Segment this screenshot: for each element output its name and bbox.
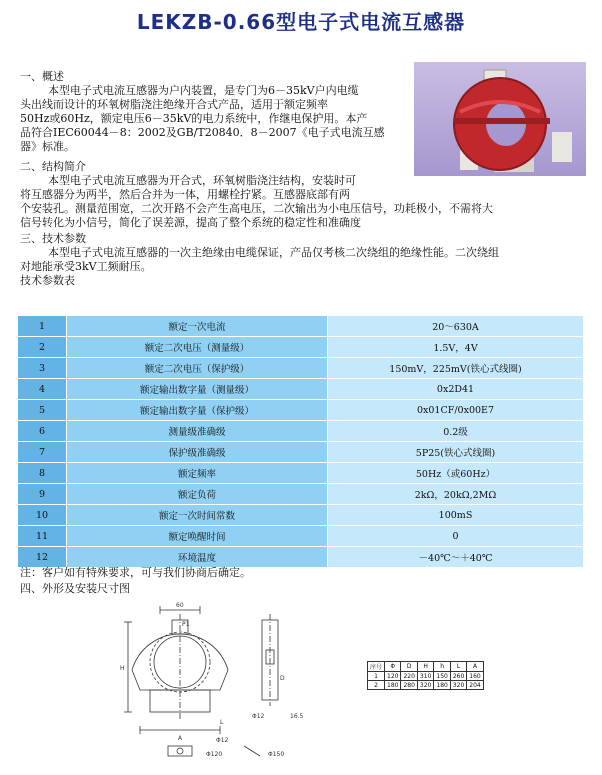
spec-row-number: 8 [18,463,67,484]
dimension-cell: 160 [467,672,483,681]
spec-row-name: 额定二次电压（保护级） [67,358,328,379]
spec-row-value: 20～630A [328,316,584,337]
spec-row [18,337,584,358]
spec-row-number: 2 [18,337,67,358]
dim-depth-label: 16.5 [290,713,304,720]
product-photo [414,62,586,176]
dim-width-label: 60 [176,602,184,609]
spec-row-value: 5P25(铁心式线圈) [328,442,584,463]
spec-row [18,463,584,484]
spec-row-name: 额定二次电压（测量级） [67,337,328,358]
spec-row-number: 11 [18,526,67,547]
dimension-cell: 220 [401,672,417,681]
table-title: 技术参数表 [20,274,75,287]
dim-dia-a-label: Φ120 [206,751,223,758]
spec-row [18,526,584,547]
section-heading-overview: 一、概述 [20,70,64,83]
spec-row-name: 额定输出数字量（保护级） [67,400,328,421]
technical-line: 对地能承受3kV工频耐压。 [20,260,152,273]
dimension-cell: 310 [417,672,433,681]
dimension-cell: 120 [385,672,401,681]
dimension-header-cell: H [417,662,433,672]
structure-text [20,174,590,230]
section-heading-structure: 二、结构简介 [20,160,86,173]
spec-row-value: 150mV，225mV(铁心式线圈) [328,358,584,379]
dimension-cell: 1 [368,672,385,681]
spec-row-name: 额定频率 [67,463,328,484]
dimension-header-cell: h [434,662,450,672]
overview-text [20,84,412,154]
spec-row [18,316,584,337]
dimension-header-row [368,662,484,672]
dim-bolt-label: Φ12 [252,713,265,720]
spec-row-name: 环境温度 [67,547,328,568]
spec-row-number: 10 [18,505,67,526]
dim-d-label: D [280,675,285,682]
page-title: LEKZB-0.66型电子式电流互感器 [136,10,466,34]
spec-row-value: 2kΩ，20kΩ,2MΩ [328,484,584,505]
spec-row-number: 7 [18,442,67,463]
spec-row-number: 6 [18,421,67,442]
overview-line: 品符合IEC60044－8：2002及GB/T20840．8－2007《电子式电流互感 [20,126,385,139]
dimension-cell: 260 [450,672,466,681]
dimension-cell: 204 [467,681,483,690]
spec-row [18,442,584,463]
spec-row-value: 1.5V，4V [328,337,584,358]
section-heading-drawing: 四、外形及安装尺寸图 [20,582,130,595]
spec-row-value: 0 [328,526,584,547]
overview-line: 器》标准。 [20,140,75,153]
spec-row-name: 额定一次电流 [67,316,328,337]
dim-bolt-label-2: Φ12 [216,737,229,744]
spec-row [18,547,584,568]
spec-row-value: 0.2级 [328,421,584,442]
spec-row-value: －40℃～＋40℃ [328,547,584,568]
spec-row [18,505,584,526]
spec-row-name: 额定输出数字量（测量级） [67,379,328,400]
dim-a-label: A [178,735,183,742]
section-heading-technical: 三、技术参数 [20,232,86,245]
spec-row-name: 保护级准确级 [67,442,328,463]
dim-h-label: H [120,665,125,672]
dimension-cell: 320 [450,681,466,690]
technical-line: 本型电子式电流互感器的一次主绝缘由电缆保证，产品仅考核二次绕组的绝缘性能。二次绕组 [48,246,499,259]
overview-line: 50Hz或60Hz，额定电压6－35kV的电力系统中，作继电保护用。本产 [20,112,368,125]
front-view-drawing [120,600,320,760]
dimension-row [368,672,484,681]
spec-row-number: 5 [18,400,67,421]
overview-line: 本型电子式电流互感器为户内装置，是专门为6－35kV户内电缆 [48,84,359,97]
spec-row [18,484,584,505]
spec-row-value: 0x01CF/0x00E7 [328,400,584,421]
dimension-cell: 180 [434,681,450,690]
dimension-header-cell: L [450,662,466,672]
structure-line: 信号转化为小信号，简化了误差源，提高了整个系统的稳定性和准确度 [20,216,361,229]
structure-line: 个安装孔。测量范围宽，二次开路不会产生高电压，二次输出为小电压信号，功耗极小，不需将大 [20,202,493,215]
spec-row-value: 0x2D41 [328,379,584,400]
spec-row-number: 1 [18,316,67,337]
dimension-header-cell: Φ [385,662,401,672]
dim-dia-b-label: Φ150 [268,751,285,758]
spec-row-value: 50Hz（或60Hz） [328,463,584,484]
dimension-table [367,661,484,690]
spec-row [18,358,584,379]
spec-row [18,400,584,421]
spec-row-number: 3 [18,358,67,379]
dimension-header-cell: 序号 [368,662,385,672]
current-transformer-image [414,62,586,176]
spec-row-name: 测量级准确级 [67,421,328,442]
structure-line: 将互感器分为两半，然后合并为一体，用螺栓拧紧。互感器底部有两 [20,188,350,201]
structure-line: 本型电子式电流互感器为开合式，环氧树脂浇注结构，安装时可 [48,174,356,187]
overview-line: 头出线而设计的环氧树脂浇注绝缘开合式产品，适用于额定频率 [20,98,328,111]
spec-row-number: 12 [18,547,67,568]
dimension-header-cell: D [401,662,417,672]
dim-p1-label: P1 [182,621,190,628]
note-text: 注：客户如有特殊要求，可与我们协商后确定。 [20,566,251,579]
spec-row-value: 100mS [328,505,584,526]
dimension-cell: 180 [385,681,401,690]
spec-row [18,421,584,442]
dimension-cell: 2 [368,681,385,690]
dimension-cell: 280 [401,681,417,690]
dimension-header-cell: A [467,662,483,672]
spec-row-name: 额定唤醒时间 [67,526,328,547]
dimension-row [368,681,484,690]
spec-table [18,316,584,568]
spec-row-name: 额定负荷 [67,484,328,505]
dim-l-label: L [220,719,224,726]
spec-row [18,379,584,400]
dimension-cell: 320 [417,681,433,690]
spec-row-number: 4 [18,379,67,400]
technical-text [20,246,590,274]
spec-row-number: 9 [18,484,67,505]
spec-row-name: 额定一次时间常数 [67,505,328,526]
dimension-cell: 150 [434,672,450,681]
